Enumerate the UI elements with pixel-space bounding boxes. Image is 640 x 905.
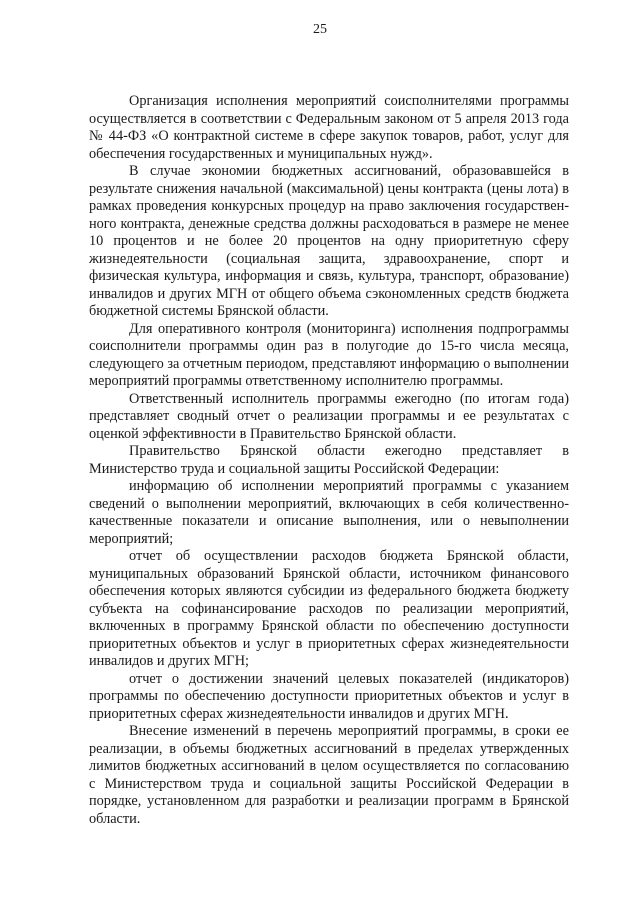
paragraph-contract-system: Организация исполнения мероприятий соисполнителями программы осуществляется в соответствии с Федеральным законом от 5 апреля 2013 года № 44-ФЗ «О контрактной системе в сфере закупок товаров, работ, услуг для обеспечения государственных и муниципальных нужд».	[89, 93, 569, 162]
page-number: 25	[313, 22, 327, 37]
paragraph-expense-report: отчет об осуществлении расходов бюджета Брянской области, муниципальных образований Брянской области, источником финансового обеспечения которых являются субсидии из федерального бюджета бюджету субъекта на софинансирование расходов по реализации мероприятий, включенных в программу Брянской области по обеспечению доступности приоритетных объектов и услуг в приоритетных сферах жизнедеятельности инвалидов и других МГН;	[89, 548, 569, 669]
paragraph-indicators-report: отчет о достижении значений целевых показателей (индикаторов) программы по обеспечению доступности приоритетных объектов и услуг в приоритетных сферах жизнедеятельности инвалидов и других МГН.	[89, 670, 569, 722]
paragraph-monitoring: Для оперативного контроля (мониторинга) исполнения подпрограммы соисполнители программы один раз в полугодие до 15-го числа месяца, следующего за отчетным периодом, представляют информацию о выполнении мероприятий программы ответственному исполнителю программы.	[89, 320, 569, 389]
paragraph-annual-report: Ответственный исполнитель программы ежегодно (по итогам года) представляет сводный отчет о реализации программы и ее результатах с оценкой эффективности в Правительство Брянской области.	[89, 390, 569, 442]
paragraph-execution-info: информацию об исполнении мероприятий программы с указанием сведений о выполнении мероприятий, включающих в себя количественно-качественные показатели и описание выполнения, или о невыполнении мероприятий;	[89, 478, 569, 547]
paragraph-government-submission: Правительство Брянской области ежегодно представляет в Министерство труда и социальной защиты Российской Федерации:	[89, 443, 569, 477]
document-body	[89, 93, 569, 828]
paragraph-program-changes: Внесение изменений в перечень мероприятий программы, в сроки ее реализации, в объемы бюджетных ассигнований в пределах утвержденных лимитов бюджетных ассигнований в целом осуществляется по согласованию с Министерством труда и социальной защиты Российской Федерации в порядке, установленном для разработки и реализации программ в Брянской области.	[89, 723, 569, 827]
paragraph-budget-savings: В случае экономии бюджетных ассигнований, образовавшейся в результате снижения начальной (максимальной) цены контракта (цены лота) в рамках проведения конкурсных процедур на право заключения государственного контракта, денежные средства должны расходоваться в размере не менее 10 процентов и не более 20 процентов на одну приоритетную сферу жизнедеятельности (социальная защита, здравоохранение, спорт и физическая культура, информация и связь, культура, транспорт, образование) инвалидов и других МГН от общего объема сэкономленных средств бюджета бюджетной системы Брянской области.	[89, 163, 569, 319]
